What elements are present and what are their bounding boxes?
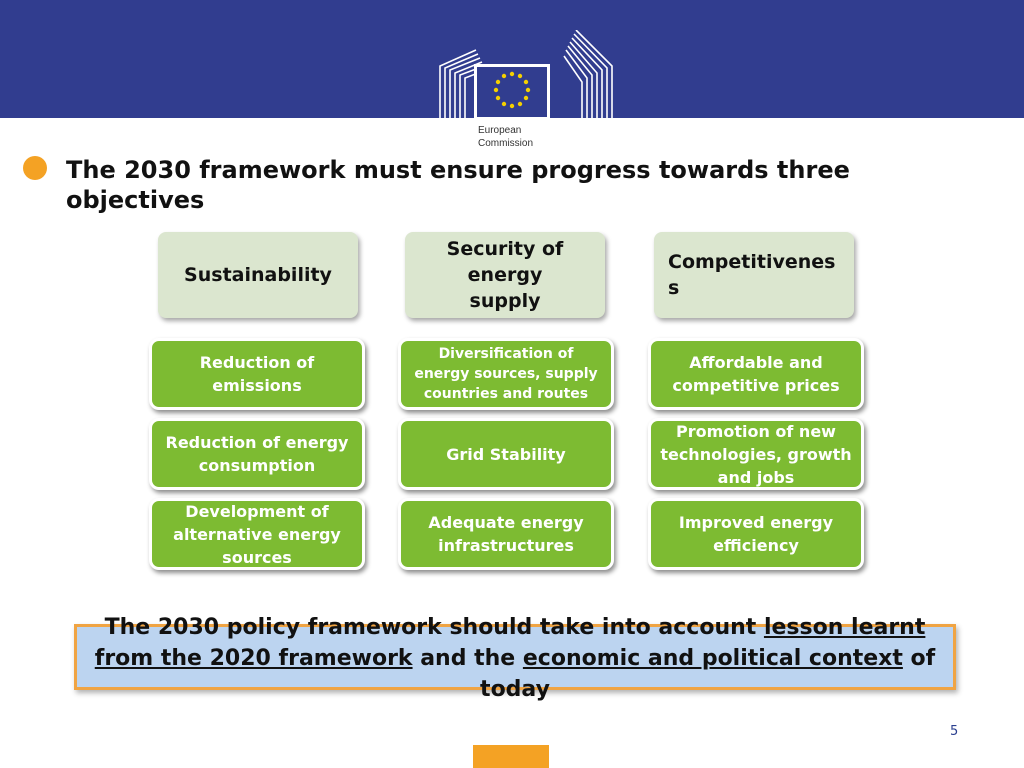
objective-label: Security of energy supply bbox=[446, 238, 564, 312]
measure-label: Reduction of energy consumption bbox=[165, 433, 349, 475]
policy-text-part: and the bbox=[412, 646, 523, 671]
objective-label: Sustainability bbox=[184, 264, 332, 286]
european-commission-logo bbox=[438, 30, 614, 156]
measure-box bbox=[648, 418, 864, 490]
measure-label: Development of alternative energy sources bbox=[173, 501, 341, 567]
measure-box bbox=[398, 338, 614, 410]
footer-accent-bar bbox=[473, 745, 549, 768]
measure-box bbox=[149, 338, 365, 410]
policy-statement bbox=[74, 612, 956, 705]
measure-label: Promotion of new technologies, growth and jobs bbox=[660, 421, 852, 487]
measure-box bbox=[398, 498, 614, 570]
measure-box bbox=[648, 498, 864, 570]
objective-sustainability bbox=[158, 232, 358, 318]
measure-box bbox=[149, 498, 365, 570]
objective-label: Competitiveness bbox=[668, 251, 836, 299]
measure-box bbox=[149, 418, 365, 490]
measure-label: Diversification of energy sources, supply countries and routes bbox=[414, 346, 598, 402]
measure-label: Adequate energy infrastructures bbox=[428, 513, 584, 555]
objective-competitiveness bbox=[654, 232, 854, 318]
policy-text-part: The 2030 policy framework should take into account bbox=[104, 615, 764, 640]
page-number: 5 bbox=[950, 724, 959, 739]
measure-label: Reduction of emissions bbox=[199, 353, 315, 395]
measure-label: Improved energy efficiency bbox=[678, 513, 834, 555]
bullet-dot bbox=[23, 156, 47, 180]
policy-emphasis-context: economic and political context bbox=[522, 646, 903, 671]
measure-label: Affordable and competitive prices bbox=[672, 353, 840, 395]
objective-security-of-supply bbox=[405, 232, 605, 318]
measure-label: Grid Stability bbox=[446, 444, 566, 464]
policy-text-part: of today bbox=[480, 646, 936, 702]
svg-text:Commission: Commission bbox=[478, 138, 534, 149]
policy-emphasis-lessons: lesson learnt from the 2020 framework bbox=[94, 615, 926, 671]
measure-box bbox=[398, 418, 614, 490]
measure-box bbox=[648, 338, 864, 410]
slide-headline: The 2030 framework must ensure progress towards three objectives bbox=[66, 156, 850, 214]
svg-text:European: European bbox=[478, 125, 522, 136]
